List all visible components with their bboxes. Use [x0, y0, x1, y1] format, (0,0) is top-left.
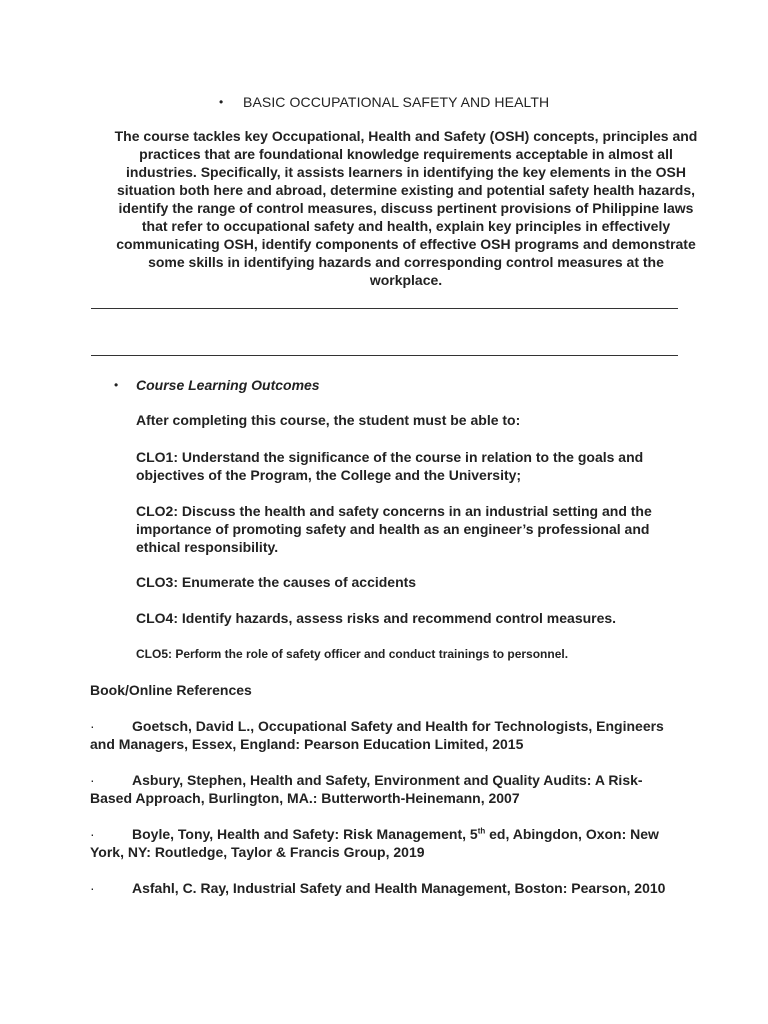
reference-text-cont: ed, Abingdon, Oxon: New York, NY: Routledge, Taylor & Francis Group, 2019	[90, 826, 659, 860]
outcomes-heading: Course Learning Outcomes	[136, 377, 320, 393]
outcomes-intro: After completing this course, the student must be able to:	[136, 412, 521, 428]
reference-marker: ·	[90, 880, 95, 896]
horizontal-rule-bottom	[91, 355, 678, 356]
clo2-item: CLO2: Discuss the health and safety concerns in an industrial setting and the importance of promoting safety and health as an engineer’s professional and ethical responsibility.	[136, 503, 652, 555]
reference-item	[90, 717, 680, 753]
course-description: The course tackles key Occupational, Health and Safety (OSH) concepts, principles and practices that are foundational knowledge requirements acceptable in almost all industries. Specifically, it assists learners in identifying the key elements in the OSH situation both here and abroad, determine existing and potential safety health hazards, identify the range of control measures, discuss pertinent provisions of Philippine laws that refer to occupational safety and health, explain key principles in effectively communicating OSH, identify components of effective OSH programs and demonstrate some skills in identifying hazards and corresponding control measures at the workplace.	[114, 128, 698, 288]
course-title: BASIC OCCUPATIONAL SAFETY AND HEALTH	[243, 94, 550, 110]
clo3-item: CLO3: Enumerate the causes of accidents	[136, 574, 417, 590]
clo1-item: CLO1: Understand the significance of the course in relation to the goals and objectives of the Program, the College and the University;	[136, 449, 644, 483]
references-heading: Book/Online References	[90, 682, 252, 698]
clo4-item: CLO4: Identify hazards, assess risks and recommend control measures.	[136, 610, 617, 626]
reference-item	[90, 771, 680, 807]
reference-item	[90, 879, 680, 897]
reference-marker: ·	[90, 826, 95, 842]
reference-marker: ·	[90, 718, 95, 734]
bullet-icon: •	[219, 95, 224, 109]
clo5-item: CLO5: Perform the role of safety officer and conduct trainings to personnel.	[136, 647, 569, 661]
reference-text: Goetsch, David L., Occupational Safety and Health for Technologists, Engineers and Managers, Essex, England: Pearson Education Limited, 2015	[90, 718, 664, 752]
reference-text: Boyle, Tony, Health and Safety: Risk Management, 5	[132, 826, 478, 842]
ordinal-suffix: th	[477, 826, 486, 836]
bullet-icon: •	[114, 378, 119, 392]
reference-item	[90, 825, 680, 861]
reference-marker: ·	[90, 772, 95, 788]
reference-text: Asbury, Stephen, Health and Safety, Environment and Quality Audits: A Risk-Based Approach, Burlington, MA.: Butterworth-Heinemann, 2007	[90, 772, 643, 806]
reference-text: Asfahl, C. Ray, Industrial Safety and Health Management, Boston: Pearson, 2010	[132, 880, 666, 896]
horizontal-rule-top	[91, 308, 678, 309]
